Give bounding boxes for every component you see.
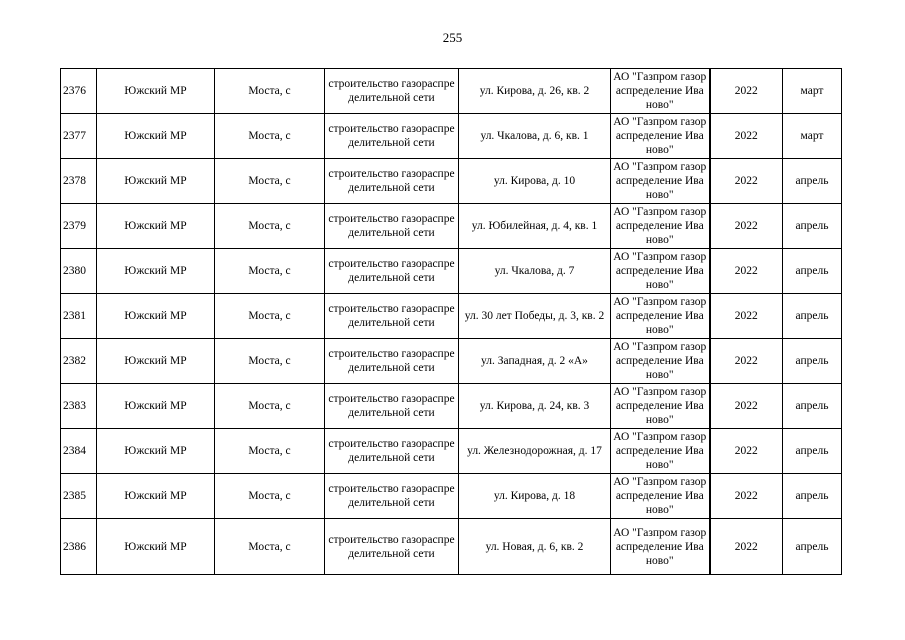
work-type-cell: строительство газораспределительной сети xyxy=(325,384,459,429)
address-cell: ул. Кирова, д. 24, кв. 3 xyxy=(459,384,611,429)
work-type-cell: строительство газораспределительной сети xyxy=(325,429,459,474)
month-cell: апрель xyxy=(783,474,842,519)
district-cell: Южский МР xyxy=(97,294,215,339)
month-cell: март xyxy=(783,69,842,114)
row-number-cell: 2383 xyxy=(61,384,97,429)
settlement-cell: Моста, с xyxy=(215,429,325,474)
address-cell: ул. Железнодорожная, д. 17 xyxy=(459,429,611,474)
organization-cell: АО "Газпром газораспределение Иваново" xyxy=(611,429,710,474)
work-type-cell: строительство газораспределительной сети xyxy=(325,249,459,294)
month-cell: апрель xyxy=(783,384,842,429)
settlement-cell: Моста, с xyxy=(215,204,325,249)
year-cell: 2022 xyxy=(710,249,783,294)
month-cell: апрель xyxy=(783,339,842,384)
organization-cell: АО "Газпром газораспределение Иваново" xyxy=(611,69,710,114)
month-cell: март xyxy=(783,114,842,159)
table-row xyxy=(61,519,842,575)
organization-cell: АО "Газпром газораспределение Иваново" xyxy=(611,384,710,429)
gasification-table xyxy=(60,68,842,575)
row-number-cell: 2384 xyxy=(61,429,97,474)
month-cell: апрель xyxy=(783,204,842,249)
row-number-cell: 2378 xyxy=(61,159,97,204)
table-row xyxy=(61,294,842,339)
row-number-cell: 2386 xyxy=(61,519,97,575)
row-number-cell: 2380 xyxy=(61,249,97,294)
row-number-cell: 2379 xyxy=(61,204,97,249)
organization-cell: АО "Газпром газораспределение Иваново" xyxy=(611,159,710,204)
year-cell: 2022 xyxy=(710,159,783,204)
district-cell: Южский МР xyxy=(97,249,215,294)
district-cell: Южский МР xyxy=(97,384,215,429)
organization-cell: АО "Газпром газораспределение Иваново" xyxy=(611,519,710,575)
row-number-cell: 2376 xyxy=(61,69,97,114)
district-cell: Южский МР xyxy=(97,519,215,575)
year-cell: 2022 xyxy=(710,204,783,249)
district-cell: Южский МР xyxy=(97,204,215,249)
settlement-cell: Моста, с xyxy=(215,474,325,519)
address-cell: ул. Кирова, д. 18 xyxy=(459,474,611,519)
organization-cell: АО "Газпром газораспределение Иваново" xyxy=(611,339,710,384)
year-cell: 2022 xyxy=(710,339,783,384)
row-number-cell: 2382 xyxy=(61,339,97,384)
table-row xyxy=(61,159,842,204)
settlement-cell: Моста, с xyxy=(215,159,325,204)
table-row xyxy=(61,204,842,249)
organization-cell: АО "Газпром газораспределение Иваново" xyxy=(611,294,710,339)
settlement-cell: Моста, с xyxy=(215,69,325,114)
table-row xyxy=(61,339,842,384)
address-cell: ул. Новая, д. 6, кв. 2 xyxy=(459,519,611,575)
work-type-cell: строительство газораспределительной сети xyxy=(325,519,459,575)
row-number-cell: 2381 xyxy=(61,294,97,339)
table-row xyxy=(61,69,842,114)
work-type-cell: строительство газораспределительной сети xyxy=(325,339,459,384)
year-cell: 2022 xyxy=(710,429,783,474)
page-number: 255 xyxy=(442,30,463,45)
district-cell: Южский МР xyxy=(97,69,215,114)
address-cell: ул. Чкалова, д. 6, кв. 1 xyxy=(459,114,611,159)
address-cell: ул. Кирова, д. 26, кв. 2 xyxy=(459,69,611,114)
settlement-cell: Моста, с xyxy=(215,384,325,429)
row-number-cell: 2385 xyxy=(61,474,97,519)
district-cell: Южский МР xyxy=(97,159,215,204)
month-cell: апрель xyxy=(783,249,842,294)
settlement-cell: Моста, с xyxy=(215,339,325,384)
work-type-cell: строительство газораспределительной сети xyxy=(325,159,459,204)
organization-cell: АО "Газпром газораспределение Иваново" xyxy=(611,249,710,294)
work-type-cell: строительство газораспределительной сети xyxy=(325,294,459,339)
work-type-cell: строительство газораспределительной сети xyxy=(325,204,459,249)
work-type-cell: строительство газораспределительной сети xyxy=(325,474,459,519)
settlement-cell: Моста, с xyxy=(215,249,325,294)
district-cell: Южский МР xyxy=(97,429,215,474)
year-cell: 2022 xyxy=(710,69,783,114)
address-cell: ул. 30 лет Победы, д. 3, кв. 2 xyxy=(459,294,611,339)
month-cell: апрель xyxy=(783,519,842,575)
address-cell: ул. Чкалова, д. 7 xyxy=(459,249,611,294)
organization-cell: АО "Газпром газораспределение Иваново" xyxy=(611,114,710,159)
settlement-cell: Моста, с xyxy=(215,114,325,159)
district-cell: Южский МР xyxy=(97,339,215,384)
month-cell: апрель xyxy=(783,159,842,204)
row-number-cell: 2377 xyxy=(61,114,97,159)
table-row xyxy=(61,384,842,429)
address-cell: ул. Юбилейная, д. 4, кв. 1 xyxy=(459,204,611,249)
work-type-cell: строительство газораспределительной сети xyxy=(325,69,459,114)
year-cell: 2022 xyxy=(710,114,783,159)
month-cell: апрель xyxy=(783,429,842,474)
settlement-cell: Моста, с xyxy=(215,294,325,339)
district-cell: Южский МР xyxy=(97,474,215,519)
settlement-cell: Моста, с xyxy=(215,519,325,575)
year-cell: 2022 xyxy=(710,474,783,519)
table-row xyxy=(61,249,842,294)
address-cell: ул. Кирова, д. 10 xyxy=(459,159,611,204)
district-cell: Южский МР xyxy=(97,114,215,159)
table-row xyxy=(61,474,842,519)
table-body xyxy=(61,69,842,575)
year-cell: 2022 xyxy=(710,384,783,429)
year-cell: 2022 xyxy=(710,294,783,339)
organization-cell: АО "Газпром газораспределение Иваново" xyxy=(611,204,710,249)
table-row xyxy=(61,114,842,159)
table-row xyxy=(61,429,842,474)
work-type-cell: строительство газораспределительной сети xyxy=(325,114,459,159)
organization-cell: АО "Газпром газораспределение Иваново" xyxy=(611,474,710,519)
address-cell: ул. Западная, д. 2 «А» xyxy=(459,339,611,384)
month-cell: апрель xyxy=(783,294,842,339)
year-cell: 2022 xyxy=(710,519,783,575)
